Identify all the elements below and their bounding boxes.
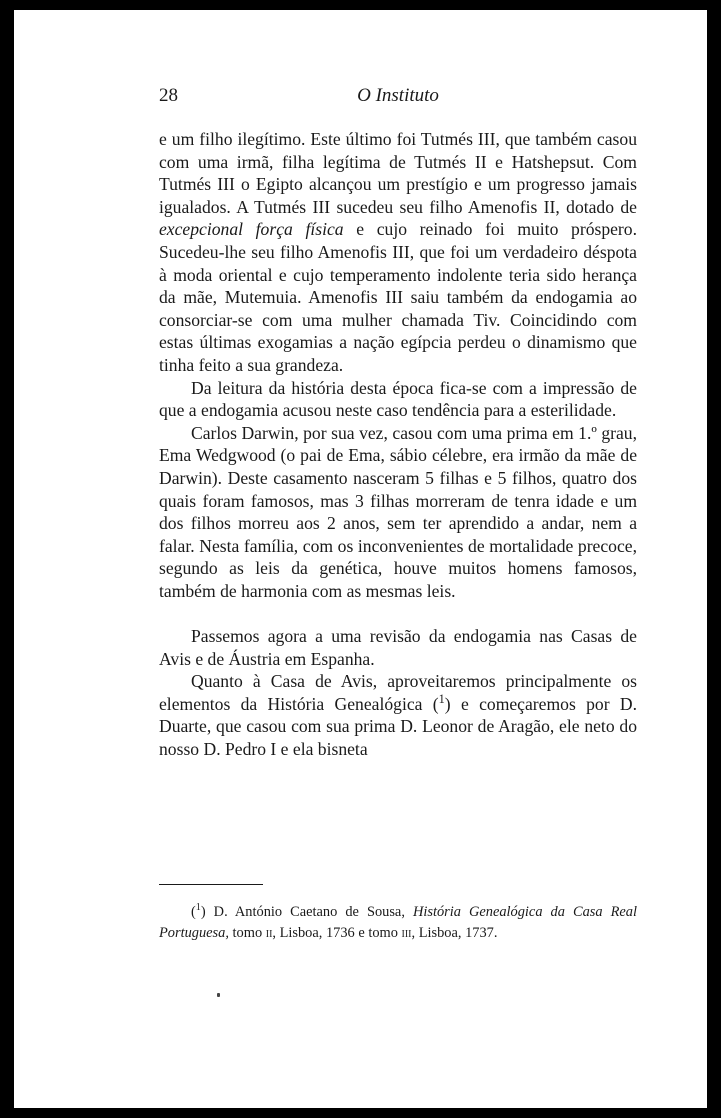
text-run: e um filho ilegítimo. Este último foi Tutmés III, que também casou com uma irmã, filha legítima de Tutmés II e Hatshepsut. Com Tutmés III o Egipto alcançou um prestígio e um progresso jamais igualados. A Tutmés III sucedeu seu filho Amenofis II, dotado de: [159, 129, 637, 217]
text-run: , Lisboa, 1736 e tomo: [272, 925, 402, 941]
text-run: ii: [265, 925, 273, 941]
paragraph: [159, 377, 637, 422]
footnote-text: [159, 902, 637, 944]
paragraph: [159, 625, 637, 670]
ink-speck: [217, 993, 220, 997]
text-run: (: [191, 904, 196, 920]
text-run: e cujo reinado foi muito próspero. Sucedeu-lhe seu filho Amenofis III, que foi um verdadeiro déspota à moda oriental e cujo temperamento indolente teria sido herança da mãe, Mutemuia. Amenofis III saiu também da endogamia ao consorciar-se com uma mulher chamada Tiv. Coincidindo com estas últimas exogamias a nação egípcia perdeu o dinamismo que tinha feito a sua grandeza.: [159, 219, 637, 375]
body-text: [159, 128, 637, 761]
text-run: Passemos agora a uma revisão da endogamia nas Casas de Avis e de Áustria em Espanha.: [159, 626, 637, 669]
footnote-marker: 1: [195, 902, 201, 914]
page-number: 28: [159, 85, 178, 106]
book-page: [14, 10, 707, 1108]
italic-text-run: excepcional força física: [159, 219, 344, 240]
text-run: , Lisboa, 1737.: [411, 925, 498, 941]
page-header: [159, 85, 637, 111]
text-run: iii: [401, 925, 412, 941]
text-run: Da leitura da história desta época fica-se com a impressão de que a endogamia acusou neste caso tendência para a esterilidade.: [159, 377, 637, 421]
paragraph: [159, 670, 637, 760]
text-run: Carlos Darwin, por sua vez, casou com uma prima em 1.º grau, Ema Wedgwood (o pai de Ema, sábio célebre, era irmão da mãe de Darwin). Deste casamento nasceram 5 filhas e 5 filhos, quatro dos quais foram famosos, mas 3 filhas morreram de tenra idade e um dos filhos morreu aos 2 anos, sem ter aprendido a andar, nem a falar. Nesta família, com os inconvenientes de mortalidade precoce, segundo as leis da genética, houve muitos homens famosos, também de harmonia com as mesmas leis.: [159, 422, 637, 601]
text-run: Quanto à Casa de Avis, aproveitaremos principalmente os elementos da História Genealógica (: [159, 671, 637, 714]
footnote: [159, 902, 637, 944]
text-run: ) e começaremos por D. Duarte, que casou com sua prima D. Leonor de Aragão, ele neto do nosso D. Pedro I e ela bisneta: [159, 693, 637, 760]
text-run: tomo: [228, 925, 266, 941]
footnote-divider: [159, 884, 263, 885]
footnote-marker: 1: [438, 691, 445, 706]
paragraph: [159, 128, 637, 377]
italic-text-run: História Genealógica da Casa Real Portuguesa,: [159, 904, 637, 941]
running-title: O Instituto: [357, 85, 439, 106]
paragraph: [159, 422, 637, 603]
text-run: ) D. António Caetano de Sousa,: [200, 904, 413, 920]
